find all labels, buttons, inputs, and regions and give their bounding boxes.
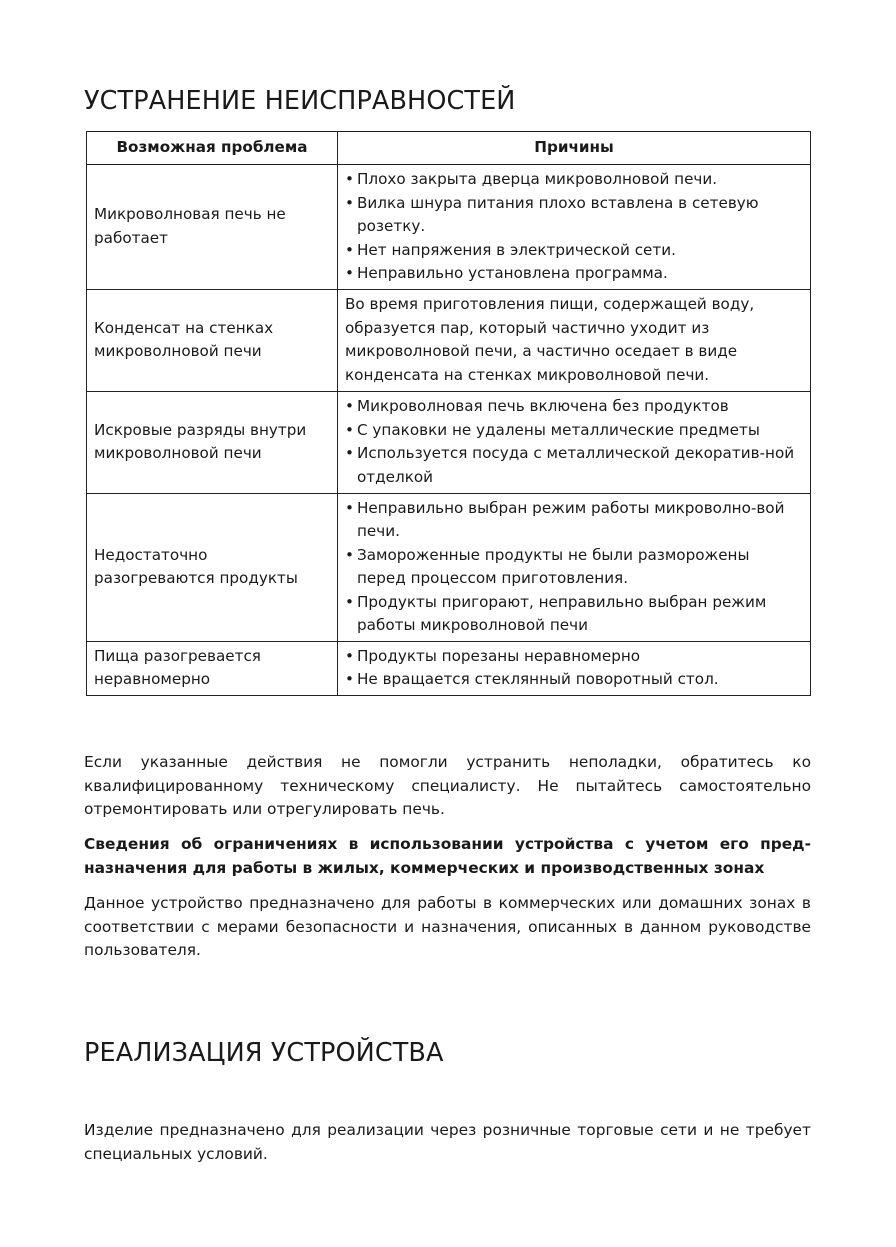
troubleshooting-title: УСТРАНЕНИЕ НЕИСПРАВНОСТЕЙ bbox=[84, 86, 516, 116]
cause-item: • Продукты пригорают, неправильно выбран режим работы микроволновой печи bbox=[345, 591, 803, 638]
causes-list bbox=[345, 395, 803, 489]
causes-list bbox=[345, 645, 803, 692]
causes-cell bbox=[338, 493, 811, 641]
table-row bbox=[87, 165, 811, 290]
cause-item: • Замороженные продукты не были разморожены перед процессом приготовления. bbox=[345, 544, 803, 591]
cause-item: • Используется посуда с металлической декоратив-ной отделкой bbox=[345, 442, 803, 489]
cause-item: • Неправильно выбран режим работы микроволно-вой печи. bbox=[345, 497, 803, 544]
causes-list bbox=[345, 168, 803, 286]
causes-cell bbox=[338, 391, 811, 493]
restrictions-heading: Сведения об ограничениях в использовании устройства с учетом его пред-назначения для работы в жилых, коммерческих и производственных зонах bbox=[84, 835, 811, 877]
problem-cell: Пища разогревается неравномерно bbox=[87, 641, 338, 695]
sales-text: Изделие предназначено для реализации через розничные торговые сети и не требует специальных условий. bbox=[84, 1121, 811, 1163]
table-header-row bbox=[87, 132, 811, 165]
cause-item: • Плохо закрыта дверца микроволновой печи. bbox=[345, 168, 803, 192]
causes-cell: Во время приготовления пищи, содержащей воду, образуется пар, который частично уходит из микроволновой печи, а частично оседает в виде конденсата на стенках микроволновой печи. bbox=[338, 289, 811, 391]
causes-cell bbox=[338, 165, 811, 290]
troubleshooting-table bbox=[86, 131, 811, 696]
cause-item: • Вилка шнура питания плохо вставлена в сетевую розетку. bbox=[345, 192, 803, 239]
table-row bbox=[87, 289, 811, 391]
problem-cell: Искровые разряды внутри микроволновой печи bbox=[87, 391, 338, 493]
table-row bbox=[87, 493, 811, 641]
causes-cell bbox=[338, 641, 811, 695]
table-row bbox=[87, 641, 811, 695]
sales-title: РЕАЛИЗАЦИЯ УСТРОЙСТВА bbox=[84, 1038, 444, 1068]
causes-list bbox=[345, 497, 803, 638]
service-note: Если указанные действия не помогли устранить неполадки, обратитесь ко квалифицированному техническому специалисту. Не пытайтесь самостоятельно отремонтировать или отрегулировать печь. bbox=[84, 753, 811, 818]
cause-item: • Продукты порезаны неравномерно bbox=[345, 645, 803, 669]
header-problem: Возможная проблема bbox=[87, 132, 338, 165]
cause-item: • Не вращается стеклянный поворотный стол. bbox=[345, 668, 803, 692]
problem-cell: Конденсат на стенках микроволновой печи bbox=[87, 289, 338, 391]
cause-item: • Нет напряжения в электрической сети. bbox=[345, 239, 803, 263]
problem-cell: Недостаточно разогреваются продукты bbox=[87, 493, 338, 641]
cause-item: • Неправильно установлена программа. bbox=[345, 262, 803, 286]
table-row bbox=[87, 391, 811, 493]
header-causes: Причины bbox=[338, 132, 811, 165]
problem-cell: Микроволновая печь не работает bbox=[87, 165, 338, 290]
cause-item: • С упаковки не удалены металлические предметы bbox=[345, 419, 803, 443]
restrictions-text: Данное устройство предназначено для работы в коммерческих или домашних зонах в соответствии с мерами безопасности и назначения, описанных в данном руководстве пользователя. bbox=[84, 894, 811, 959]
cause-item: • Микроволновая печь включена без продуктов bbox=[345, 395, 803, 419]
